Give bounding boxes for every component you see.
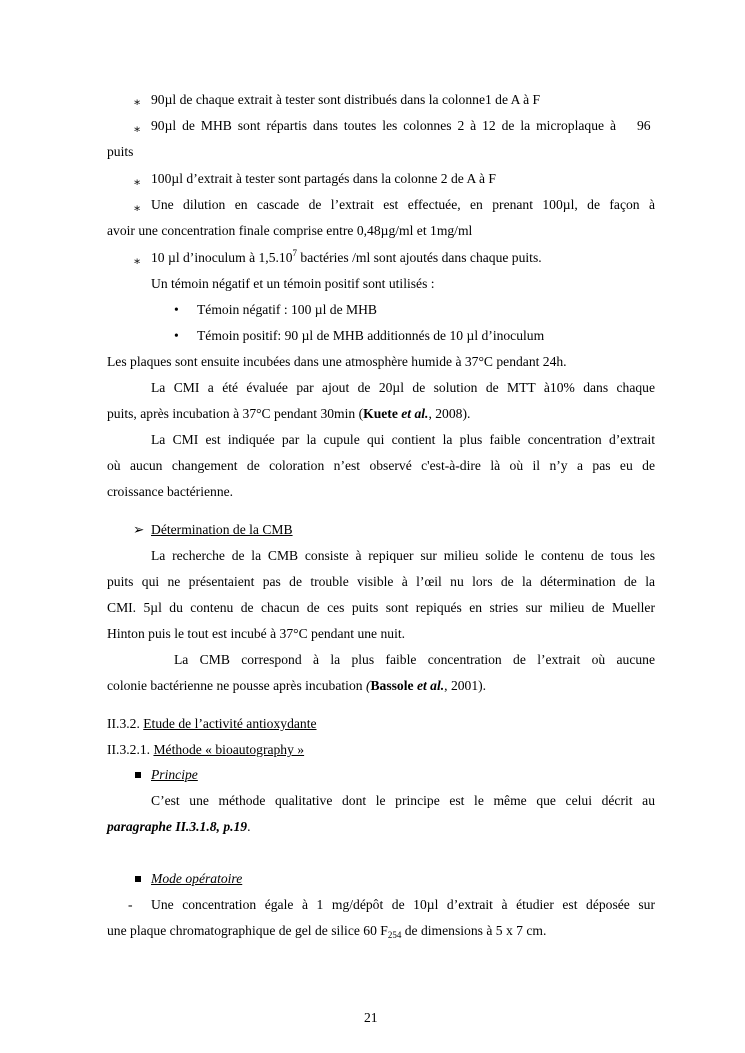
inoculum-text-end: bactéries /ml sont ajoutés dans chaque puits. bbox=[300, 250, 542, 265]
section-heading bbox=[107, 716, 317, 732]
paragraph-line: La CMI a été évaluée par ajout de 20µl de solution de MTT à10% dans chaque bbox=[151, 380, 655, 395]
dash-bullet: - bbox=[128, 897, 133, 912]
paragraph-line: La CMI est indiquée par la cupule qui contient la plus faible concentration d’extrait bbox=[151, 432, 655, 447]
citation-etal: et al. bbox=[401, 406, 429, 421]
inoculum-text: 10 µl d’inoculum à 1,5.10 bbox=[151, 250, 293, 265]
bullet: • bbox=[174, 328, 179, 343]
list-item: 90µl de chaque extrait à tester sont distribués dans la colonne1 de A à F bbox=[151, 92, 541, 107]
paragraph-line: où aucun changement de coloration n’est observé c'est-à-dire là où il n’y a pas eu de bbox=[107, 458, 655, 473]
subsection-title: Méthode « bioautography » bbox=[153, 742, 305, 757]
list-item-number: 96 bbox=[637, 118, 651, 133]
list-item: 90µl de MHB sont répartis dans toutes les colonnes 2 à 12 de la microplaque à bbox=[151, 118, 616, 133]
star-bullet: ∗ bbox=[133, 95, 142, 109]
section-number: II.3.2. bbox=[107, 716, 140, 731]
paragraph-line: C’est une méthode qualitative dont le principe est le même que celui décrit au bbox=[151, 793, 655, 808]
paragraph-line: Hinton puis le tout est incubé à 37°C pendant une nuit. bbox=[107, 626, 406, 641]
subsection-number: II.3.2.1. bbox=[107, 742, 151, 757]
paragraph-line bbox=[107, 923, 546, 939]
paragraph-line: La recherche de la CMB consiste à repiquer sur milieu solide le contenu de tous les bbox=[151, 548, 655, 563]
text: . bbox=[247, 819, 251, 834]
paren: ( bbox=[365, 678, 371, 693]
text: de dimensions à 5 x 7 cm. bbox=[401, 923, 547, 938]
arrow-bullet-icon: ➢ bbox=[133, 522, 145, 537]
star-bullet: ∗ bbox=[133, 254, 142, 268]
temoin-negatif: Témoin négatif : 100 µl de MHB bbox=[197, 302, 377, 317]
subsection-heading bbox=[107, 742, 304, 758]
text: colonie bactérienne ne pousse après incubation bbox=[107, 678, 363, 693]
principe-heading: Principe bbox=[151, 767, 198, 782]
paragraph-line: Les plaques sont ensuite incubées dans une atmosphère humide à 37°C pendant 24h. bbox=[107, 354, 567, 369]
text: une plaque chromatographique de gel de silice 60 F bbox=[107, 923, 388, 938]
citation-etal: et al. bbox=[416, 678, 445, 693]
square-bullet-icon bbox=[135, 876, 141, 882]
reference: paragraphe II.3.1.8, p.19 bbox=[107, 819, 248, 834]
paragraph-line bbox=[107, 678, 486, 694]
star-bullet: ∗ bbox=[133, 175, 142, 189]
square-bullet-icon bbox=[135, 772, 141, 778]
bullet: • bbox=[174, 302, 179, 317]
list-item: Une dilution en cascade de l’extrait est effectuée, en prenant 100µl, de façon à bbox=[151, 197, 655, 212]
list-item bbox=[151, 250, 542, 266]
list-item: 100µl d’extrait à tester sont partagés dans la colonne 2 de A à F bbox=[151, 171, 496, 186]
paragraph-line: La CMB correspond à la plus faible concentration de l’extrait où aucune bbox=[174, 652, 655, 667]
star-bullet: ∗ bbox=[133, 201, 142, 215]
citation-year: , 2001). bbox=[444, 678, 487, 693]
paragraph-line: Une concentration égale à 1 mg/dépôt de 10µl d’extrait à étudier est déposée sur bbox=[151, 897, 655, 912]
mode-heading: Mode opératoire bbox=[151, 871, 243, 886]
paragraph-line: CMI. 5µl du contenu de chacun de ces puits sont repiqués en stries sur milieu de Mueller bbox=[107, 600, 655, 615]
paragraph-line: puits qui ne présentaient pas de trouble visible à l’œil nu lors de la détermination de la bbox=[107, 574, 655, 589]
page-number: 21 bbox=[364, 1010, 378, 1025]
citation-year: , 2008). bbox=[428, 406, 471, 421]
list-item-continuation: avoir une concentration finale comprise entre 0,48µg/ml et 1mg/ml bbox=[107, 223, 473, 238]
paragraph-line bbox=[107, 406, 470, 422]
paragraph-line: croissance bactérienne. bbox=[107, 484, 234, 499]
citation-author: Bassole bbox=[370, 678, 414, 693]
text: puits, après incubation à 37°C pendant 30min ( bbox=[107, 406, 364, 421]
subscript: 254 bbox=[387, 930, 402, 940]
section-title: Etude de l’activité antioxydante bbox=[143, 716, 317, 731]
cmb-heading: Détermination de la CMB bbox=[151, 522, 293, 537]
paragraph-line bbox=[107, 819, 251, 835]
star-bullet: ∗ bbox=[133, 122, 142, 136]
exponent: 7 bbox=[292, 248, 297, 258]
temoin-positif: Témoin positif: 90 µl de MHB additionnés de 10 µl d’inoculum bbox=[197, 328, 545, 343]
citation-author: Kuete bbox=[363, 406, 398, 421]
temoins-intro: Un témoin négatif et un témoin positif sont utilisés : bbox=[151, 276, 435, 291]
list-item-continuation: puits bbox=[107, 144, 134, 159]
